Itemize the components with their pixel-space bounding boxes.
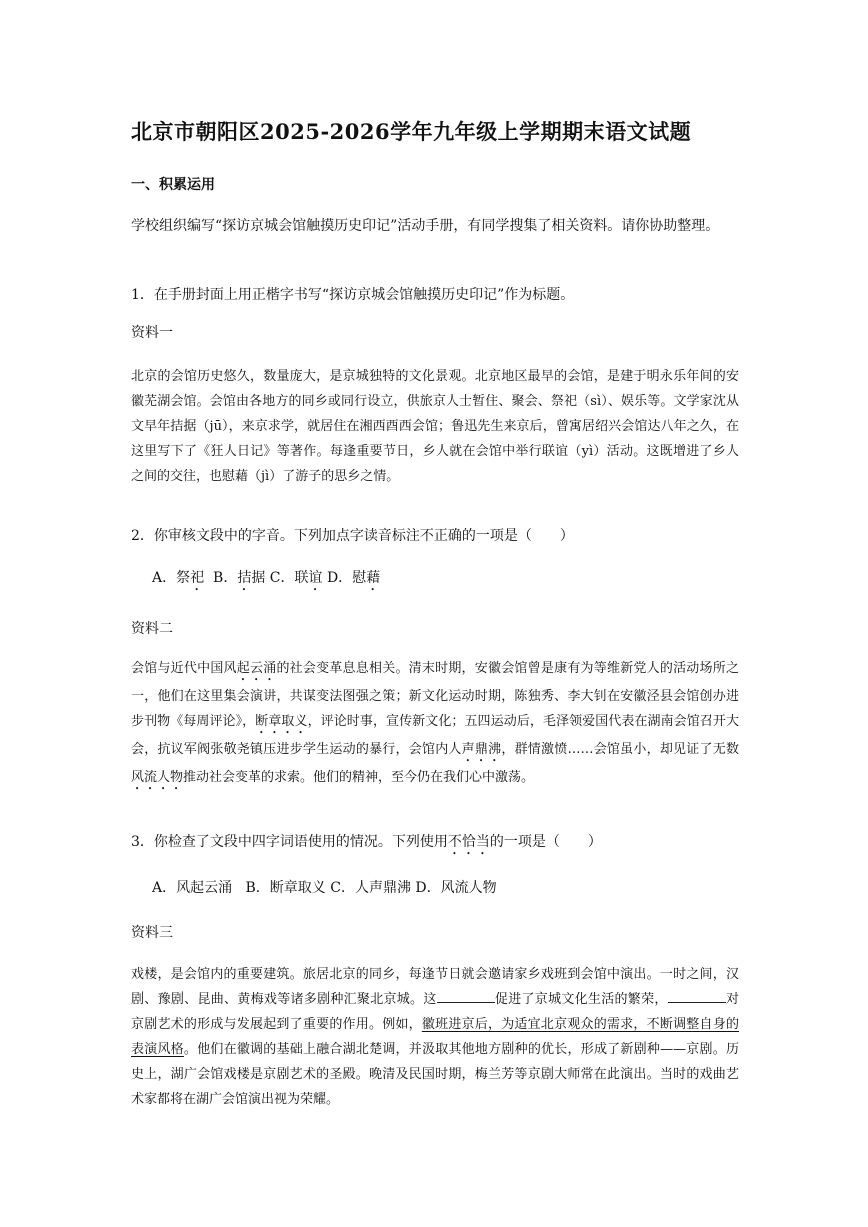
option-d[interactable] [327, 570, 380, 586]
text-segment: 。他们在徽调的基础上融合湖北楚调，并汲取其他地方剧种的优长，形成了新剧种——京剧。历史上，湖广会馆戏楼是京剧艺术的圣殿。晚清及民国时期，梅兰芳等京剧大师常在此演出。当时的戏曲艺术家都将在湖广会馆演出视为荣耀。 [131, 1042, 739, 1107]
text-segment: 促进了京城文化生活的繁荣， [494, 992, 668, 1007]
question-3 [131, 828, 741, 858]
question-2-options [152, 567, 380, 594]
text-segment: 北京的会馆历史悠久，数量庞大，是京城独特的文化景观。北京地区最早的会馆，是建于明永乐年间的安徽芜湖会馆。会馆由各地方的同乡或同行设立，供旅京人士暂住、聚会、祭 [131, 369, 739, 409]
intro-text: 学校组织编写“探访京城会馆触摸历史印记”活动手册，有同学搜集了相关资料。请你协助整理。 [131, 218, 720, 234]
question-3-options [152, 877, 497, 897]
option-c[interactable]: C．人声鼎沸 [330, 880, 411, 896]
material-3-label: 资料三 [131, 925, 173, 941]
material-2-text [131, 656, 739, 793]
text-segment: （sì）、娱乐等。文学家沈从文早年 [131, 394, 739, 434]
option-d[interactable]: D．风流人物 [415, 880, 497, 896]
idiom-duanzhangquyi: 断章取义 [255, 714, 308, 729]
option-text: 据 [251, 570, 266, 586]
blank-1[interactable] [437, 990, 495, 1003]
text-segment: 推动社会变革的求索。他们的精神，至今仍在我们心中激荡。 [183, 770, 535, 785]
material-1-text [131, 364, 739, 489]
option-a[interactable]: A．风起云涌 [152, 880, 233, 896]
text-segment: （jì）了游子的思乡之情。 [248, 469, 400, 484]
text-segment: （yì）活动。这既增进了乡人之间的交往，也慰 [131, 444, 739, 484]
dotted-char: 藉 [366, 570, 381, 586]
underlined-sentence: 徽班进京后，为适宜北京观众的需求，不断调整自身的表演风格 [131, 1017, 739, 1057]
text-segment: 藉 [235, 469, 249, 484]
text-segment: 拮 [170, 419, 184, 434]
option-letter: C． [269, 570, 295, 586]
idiom-renshengdingfei: 声鼎沸 [461, 742, 502, 757]
blank-2[interactable] [668, 990, 726, 1003]
text-segment: ，评论时事，宣传新文化；五四运动后，毛泽领爱国代表在湖南会馆召开大会，抗议军阀张敬尧镇压进步学生运动的暴行，会馆内人 [131, 714, 739, 757]
text-segment: 谊 [555, 444, 569, 459]
idiom-fengqiyunyong: 起云涌 [236, 661, 277, 676]
question-3-text: 的一项是（ ） [489, 834, 602, 850]
option-b[interactable]: B．断章取义 [245, 880, 326, 896]
section-heading: 一、积累运用 [131, 177, 215, 193]
text-segment: 祀 [564, 394, 578, 409]
option-text: 联 [294, 570, 309, 586]
dotted-word: 不恰当 [447, 834, 490, 850]
material-2-label: 资料二 [131, 621, 173, 637]
option-text: 祭 [176, 570, 191, 586]
dotted-char: 祀 [190, 570, 205, 586]
option-a[interactable] [152, 570, 204, 586]
option-text: 慰 [352, 570, 367, 586]
material-1-label: 资料一 [131, 325, 173, 341]
text-segment: 戏楼，是会馆内的重要建筑。旅居北京的同乡，每逢节日就会邀请家乡戏班到会馆中演出。一时之间，汉剧、豫剧、昆曲、黄梅戏等诸多剧种汇聚北京城。这 [131, 967, 739, 1007]
option-b[interactable] [213, 570, 265, 586]
question-3-text: 3．你检查了文段中四字词语使用的情况。下列使用 [131, 834, 448, 850]
page-title: 北京市朝阳区2025-2026学年九年级上学期期末语文试题 [131, 119, 692, 144]
text-segment: 的社会变革息息相关。清末时期，安徽会馆曾是康有为等维新党人的活动场所之一，他们在这里集会演讲，共谋变法图强之策；新文化运动时期，陈独秀、李大钊在安徽泾县会馆创办进步刊物《每周评论》， [131, 661, 739, 729]
dotted-char: 谊 [308, 570, 323, 586]
material-3-text [131, 962, 739, 1112]
text-segment: 据（jū），来京求学，就居住在湘西酉西会馆；鲁迅先生来京后，曾寓居绍兴会馆达八年之久，在这里写下了《狂人日记》等著作。每逢重要节日，乡人就在会馆中举行联 [131, 419, 739, 459]
text-segment: 对京剧艺术的形成与发展起到了重要的作用。例如， [131, 992, 739, 1032]
text-segment: ，群情激愤……会馆虽小，却见证了无数 [501, 742, 739, 757]
idiom-fengliurenwu: 风流人物 [131, 770, 184, 785]
option-letter: B． [213, 570, 238, 586]
dotted-char: 拮 [237, 570, 252, 586]
question-2: 2．你审核文段中的字音。下列加点字读音标注不正确的一项是（ ） [131, 528, 574, 544]
text-segment: 会馆与近代中国风 [131, 661, 237, 676]
question-1: 1．在手册封面上用正楷字书写“探访京城会馆触摸历史印记”作为标题。 [131, 287, 575, 303]
option-letter: A． [152, 570, 177, 586]
option-c[interactable] [270, 570, 323, 586]
option-letter: D． [326, 570, 353, 586]
